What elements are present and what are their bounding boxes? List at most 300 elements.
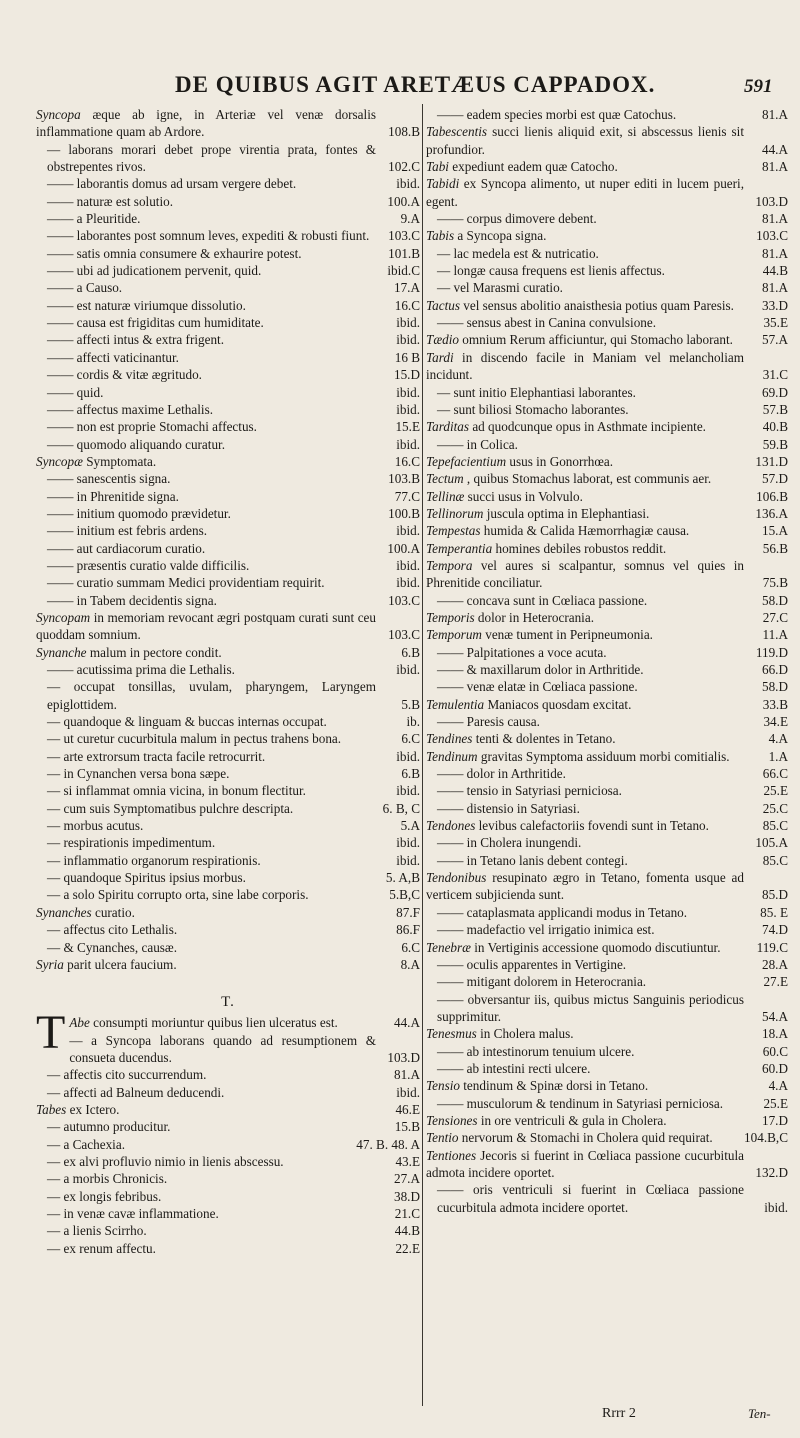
- entry-text: cordis & vitæ ægritudo.: [76, 367, 202, 383]
- entry-page-ref: 17.A: [393, 280, 420, 296]
- entry-page-ref: 103.C: [756, 228, 788, 244]
- entry-dash: ——: [437, 852, 464, 868]
- index-entry: [426, 505, 788, 522]
- index-entry: [36, 470, 420, 487]
- index-entry: [36, 592, 420, 609]
- index-entry: [36, 401, 420, 418]
- entry-text: obversantur iis, quibus mictus Sanguinis periodicus supprimitur.: [437, 991, 744, 1024]
- entry-text: ut curetur cucurbitula malum in pectus trahens bona.: [63, 731, 342, 747]
- index-entry: [36, 886, 420, 903]
- index-entry: [36, 1066, 420, 1083]
- section-letter: T.: [221, 994, 235, 1011]
- entry-text: gravitas Symptoma assiduum morbi comitialis.: [480, 748, 730, 764]
- index-entry: [36, 453, 420, 470]
- index-entry: [426, 939, 788, 956]
- index-entry: [36, 869, 420, 886]
- entry-text: succi lienis aliquid exit, si abscessus lienis sit profundior.: [426, 124, 745, 157]
- entry-text: ab intestini recti ulcere.: [466, 1060, 591, 1076]
- entry-page-ref: 27.C: [762, 609, 788, 625]
- entry-text: cum suis Symptomatibus pulchre descripta.: [63, 800, 294, 816]
- entry-dash: ——: [47, 384, 74, 400]
- index-entry: [426, 991, 788, 1026]
- entry-text: concava sunt in Cœliaca passione.: [466, 592, 648, 608]
- entry-page-ref: 103.B: [388, 471, 420, 487]
- entry-page-ref: 22.E: [395, 1240, 420, 1256]
- index-entry: [426, 609, 788, 626]
- entry-page-ref: ibid.: [396, 748, 420, 764]
- entry-page-ref: 136.A: [755, 505, 788, 521]
- entry-headword: Tenesmus: [426, 1026, 477, 1042]
- entry-text: si inflammat omnia vicina, in bonum flectitur.: [63, 783, 306, 799]
- index-entry: [426, 678, 788, 695]
- entry-page-ref: 103.D: [755, 193, 788, 209]
- entry-headword: Tarditas: [426, 419, 470, 435]
- entry-dash: ——: [47, 211, 74, 227]
- entry-text: curatio summam Medici providentiam requirit.: [76, 575, 325, 591]
- entry-dash: ——: [437, 662, 464, 677]
- index-entry: [36, 730, 420, 747]
- index-entry: [36, 262, 420, 279]
- entry-text: laborantis domus ad ursam vergere debet.: [76, 176, 297, 192]
- entry-text: præsentis curatio valde difficilis.: [76, 557, 250, 573]
- entry-text: a Syncopa laborans quando ad resumptionem & consueta ducendus.: [69, 1032, 377, 1065]
- entry-page-ref: 33.B: [762, 696, 788, 712]
- entry-text: sunt initio Elephantiasi laborantes.: [453, 384, 636, 400]
- entry-dash: —: [47, 1136, 61, 1152]
- index-entry: [36, 852, 420, 869]
- entry-text: in Cholera inungendi.: [466, 835, 582, 851]
- entry-dash: ——: [47, 662, 74, 677]
- entry-page-ref: 60.C: [762, 1043, 788, 1059]
- entry-page-ref: ibid.: [396, 835, 420, 851]
- entry-text: lac medela est & nutricatio.: [453, 245, 599, 261]
- page-header: [0, 70, 800, 110]
- entry-page-ref: 81.A: [761, 280, 788, 296]
- index-entry: [36, 557, 420, 574]
- entry-text: aut cardiacorum curatio.: [76, 540, 206, 556]
- entry-text: resupinato ægro in Tetano, fomenta usque ad verticem subjicienda sunt.: [426, 870, 744, 903]
- index-entry: [36, 817, 420, 834]
- entry-page-ref: 21.C: [394, 1205, 420, 1221]
- entry-page-ref: 56.B: [762, 540, 788, 556]
- entry-text: æque ab igne, in Arteriæ vel venæ dorsalis inflammatione quam ab Ardore.: [36, 107, 376, 140]
- entry-dash: ——: [437, 1095, 464, 1111]
- entry-headword: Tensio: [426, 1078, 460, 1094]
- entry-dash: —: [47, 766, 61, 782]
- entry-page-ref: 5. A,B: [385, 870, 420, 886]
- entry-page-ref: 44.B: [762, 263, 788, 279]
- entry-text: in Tabem decidentis signa.: [76, 592, 217, 608]
- entry-text: in venæ cavæ inflammatione.: [63, 1205, 219, 1221]
- index-entry: [36, 522, 420, 539]
- index-entry: [36, 245, 420, 262]
- index-entry: [36, 574, 420, 591]
- index-entry: [36, 644, 420, 661]
- entry-dash: ——: [47, 245, 74, 261]
- entry-page-ref: 81.A: [761, 107, 788, 122]
- entries-t: [36, 1006, 420, 1257]
- index-entry: [426, 713, 788, 730]
- entry-dash: —: [47, 1084, 61, 1100]
- entry-page-ref: 58.D: [761, 592, 788, 608]
- entry-page-ref: 57.D: [761, 471, 788, 487]
- index-entry: [36, 661, 420, 678]
- index-entry: [426, 262, 788, 279]
- entry-text: corpus dimovere debent.: [466, 211, 597, 227]
- entry-dash: ——: [47, 349, 74, 365]
- index-entry: [426, 1025, 788, 1042]
- index-entry: [36, 1222, 420, 1239]
- index-entry: [426, 800, 788, 817]
- catchword: Ten-: [748, 1406, 771, 1421]
- entry-headword: Temulentia: [426, 696, 485, 712]
- index-entry: [426, 175, 788, 210]
- index-entry: [36, 1101, 420, 1118]
- entry-page-ref: 6.C: [401, 939, 420, 955]
- entry-dash: ——: [47, 419, 74, 435]
- entry-text: madefactio vel irrigatio inimica est.: [466, 922, 655, 938]
- entry-page-ref: 44.B: [394, 1223, 420, 1239]
- entry-dash: —: [437, 263, 451, 279]
- index-entry: [36, 782, 420, 799]
- entry-page-ref: 15.D: [393, 367, 420, 383]
- index-entry: [36, 279, 420, 296]
- entry-page-ref: 35.E: [763, 315, 788, 331]
- entry-page-ref: 106.B: [756, 488, 788, 504]
- entry-page-ref: 108.B: [388, 124, 420, 140]
- entry-page-ref: 85. E: [760, 904, 788, 920]
- index-entry: [426, 453, 788, 470]
- entry-text: initium est febris ardens.: [76, 523, 208, 539]
- entry-page-ref: 4.A: [768, 1078, 788, 1094]
- index-entry: [36, 1188, 420, 1205]
- entry-page-ref: 81.A: [761, 245, 788, 261]
- entry-text: eadem species morbi est quæ Catochus.: [466, 107, 677, 122]
- entry-dash: ——: [437, 783, 464, 799]
- entry-page-ref: ib.: [406, 714, 420, 730]
- entry-text: & maxillarum dolor in Arthritide.: [466, 662, 644, 677]
- index-entry: [36, 1205, 420, 1222]
- entry-page-ref: 86.F: [396, 922, 420, 938]
- entry-headword: Tempestas: [426, 523, 481, 539]
- entry-dash: —: [47, 679, 61, 695]
- index-entry: [36, 418, 420, 435]
- entry-text: arte extrorsum tracta facile retrocurrit.: [63, 748, 266, 764]
- entry-page-ref: 103.D: [387, 1049, 420, 1065]
- entry-headword: Tædio: [426, 332, 459, 348]
- entry-headword: Tentio: [426, 1130, 459, 1146]
- entry-page-ref: 58.D: [761, 679, 788, 695]
- index-entry: [36, 1118, 420, 1135]
- index-entry: [426, 384, 788, 401]
- entry-text: & Cynanches, causæ.: [63, 939, 178, 955]
- index-entry: [426, 1112, 788, 1129]
- index-entry: [36, 1084, 420, 1101]
- entry-dash: ——: [437, 436, 464, 452]
- entry-page-ref: ibid.: [396, 176, 420, 192]
- entry-text: causa est frigiditas cum humiditate.: [76, 315, 264, 331]
- entry-headword: Tabes: [36, 1101, 67, 1117]
- entry-headword: Tabi: [426, 159, 449, 175]
- entry-page-ref: 16.C: [394, 297, 420, 313]
- entry-text: parit ulcera faucium.: [67, 956, 177, 972]
- entry-text: a lienis Scirrho.: [63, 1223, 147, 1239]
- entry-headword: Syncopa: [36, 107, 81, 122]
- entry-text: musculorum & tendinum in Satyriasi perniciosa.: [466, 1095, 724, 1111]
- entries-s: [36, 106, 420, 973]
- entry-text: in Cynanchen versa bona sæpe.: [63, 766, 230, 782]
- entry-text: morbus acutus.: [63, 818, 144, 834]
- index-entry: [426, 904, 788, 921]
- signature-mark: Rrrr 2: [602, 1406, 636, 1421]
- entry-page-ref: 16.C: [394, 453, 420, 469]
- entry-dash: ——: [437, 592, 464, 608]
- entry-page-ref: 5.B,C: [389, 887, 420, 903]
- entry-dash: —: [437, 401, 451, 417]
- index-entry: [426, 748, 788, 765]
- entry-page-ref: 8.A: [400, 956, 420, 972]
- entry-page-ref: 69.D: [761, 384, 788, 400]
- entry-dash: —: [47, 1171, 61, 1187]
- entry-dash: —: [47, 1188, 61, 1204]
- entry-text: tensio in Satyriasi perniciosa.: [466, 783, 622, 799]
- index-entry: [36, 210, 420, 227]
- entry-page-ref: 81.A: [761, 159, 788, 175]
- entry-page-ref: 46.E: [395, 1101, 420, 1117]
- entry-page-ref: 100.A: [387, 193, 420, 209]
- index-column-left: [36, 106, 420, 1257]
- index-entry: [36, 141, 420, 176]
- entry-headword: Tensiones: [426, 1112, 478, 1128]
- index-entry: [36, 1153, 420, 1170]
- entry-dash: ——: [437, 679, 464, 695]
- entry-text: Maniacos quosdam excitat.: [487, 696, 632, 712]
- entry-headword: Syncopam: [36, 609, 91, 625]
- entry-text: curatio.: [94, 904, 135, 920]
- entry-text: tenti & dolentes in Tetano.: [475, 731, 616, 747]
- entry-page-ref: 17.D: [761, 1112, 788, 1128]
- entry-text: Jecoris si fuerint in Cœliaca passione cucurbitula admota incidere oportet.: [426, 1147, 744, 1180]
- index-entry: [426, 436, 788, 453]
- entry-page-ref: 85.D: [761, 887, 788, 903]
- index-entry: [426, 123, 788, 158]
- entry-text: a Cachexia.: [63, 1136, 125, 1152]
- entry-page-ref: 74.D: [761, 922, 788, 938]
- entry-page-ref: 15.A: [761, 523, 788, 539]
- index-entry: [36, 349, 420, 366]
- index-entry: [426, 106, 788, 123]
- entry-dash: ——: [47, 315, 74, 331]
- entry-dash: ——: [47, 505, 74, 521]
- entry-page-ref: 25.E: [763, 1095, 788, 1111]
- entry-dash: ——: [47, 332, 74, 348]
- entry-dash: ——: [437, 1043, 464, 1059]
- entry-headword: Tentiones: [426, 1147, 477, 1163]
- entry-headword: Tactus: [426, 297, 460, 313]
- entry-text: homines debiles robustos reddit.: [495, 540, 667, 556]
- entry-dash: —: [47, 852, 61, 868]
- entry-headword: Synanches: [36, 904, 92, 920]
- entry-text: juscula optima in Elephantiasi.: [486, 505, 650, 521]
- entry-text: dolor in Heterocrania.: [477, 609, 594, 625]
- entry-page-ref: ibid.: [396, 401, 420, 417]
- section-gap: [36, 973, 420, 990]
- entry-text: naturæ est solutio.: [76, 193, 174, 209]
- entry-page-ref: 59.B: [762, 436, 788, 452]
- entry-headword: Tabidi: [426, 176, 460, 192]
- entry-page-ref: 103.C: [388, 592, 420, 608]
- entry-page-ref: ibid.: [396, 332, 420, 348]
- index-entry: [426, 834, 788, 851]
- entry-page-ref: ibid.: [396, 384, 420, 400]
- entry-dash: ——: [437, 991, 464, 1007]
- entry-page-ref: 38.D: [393, 1188, 420, 1204]
- entry-page-ref: 6.C: [401, 731, 420, 747]
- index-entry: [426, 782, 788, 799]
- index-entry: [426, 488, 788, 505]
- entry-text: Palpitationes a voce acuta.: [466, 644, 607, 660]
- entry-page-ref: 33.D: [761, 297, 788, 313]
- index-entry: [426, 765, 788, 782]
- entry-text: respirationis impedimentum.: [63, 835, 216, 851]
- entry-page-ref: 16 B: [394, 349, 420, 365]
- entry-headword: Temporis: [426, 609, 475, 625]
- entry-text: ex renum affectu.: [63, 1240, 156, 1256]
- entry-text: laborantes post somnum leves, expediti & robusti fiunt.: [76, 228, 370, 244]
- index-entry: [36, 904, 420, 921]
- entry-text: ubi ad judicationem pervenit, quid.: [76, 263, 262, 279]
- index-entry: [426, 1077, 788, 1094]
- entry-page-ref: 100.A: [387, 540, 420, 556]
- entry-text: a morbis Chronicis.: [63, 1171, 168, 1187]
- entry-text: in Vertiginis accessione quomodo discutiuntur.: [474, 939, 721, 955]
- entry-text: consumpti moriuntur quibus lien ulceratus est.: [93, 1015, 338, 1031]
- entry-dash: —: [47, 818, 61, 834]
- index-entry: [36, 540, 420, 557]
- index-entry: [426, 227, 788, 244]
- entry-dash: ——: [437, 956, 464, 972]
- entry-headword: Abe: [69, 1015, 90, 1031]
- entry-page-ref: 85.C: [762, 818, 788, 834]
- entry-headword: Tectum: [426, 471, 464, 487]
- entry-dash: —: [437, 384, 451, 400]
- entry-text: cataplasmata applicandi modus in Tetano.: [466, 904, 688, 920]
- entry-page-ref: ibid.: [396, 557, 420, 573]
- entry-text: venæ elatæ in Cœliaca passione.: [466, 679, 638, 695]
- entry-dash: ——: [437, 800, 464, 816]
- entry-page-ref: 15.E: [395, 419, 420, 435]
- entry-text: quandoque & linguam & buccas internas occupat.: [63, 714, 327, 730]
- entry-page-ref: ibid.: [396, 662, 420, 677]
- index-entry: [36, 505, 420, 522]
- index-entry: [426, 1095, 788, 1112]
- index-entry: [426, 331, 788, 348]
- entry-text: vel aures si scalpantur, somnus vel quies in Phrenitide conciliatur.: [426, 557, 744, 591]
- index-entry: [426, 418, 788, 435]
- index-entry: [426, 349, 788, 384]
- entry-text: malum in pectore condit.: [89, 644, 222, 660]
- entry-text: ex Ictero.: [69, 1101, 120, 1117]
- entry-page-ref: 100.B: [388, 505, 420, 521]
- entry-page-ref: 131.D: [755, 453, 788, 469]
- entry-dash: —: [47, 1119, 61, 1135]
- entry-page-ref: ibid.: [396, 783, 420, 799]
- entry-dash: —: [47, 800, 61, 816]
- entry-page-ref: 28.A: [761, 956, 788, 972]
- entry-dash: ——: [47, 523, 74, 539]
- entry-dash: ——: [437, 107, 464, 122]
- entry-dash: —: [47, 922, 61, 938]
- entry-page-ref: 57.A: [761, 332, 788, 348]
- entry-headword: Temporum: [426, 627, 482, 643]
- entry-dash: —: [47, 731, 61, 747]
- entry-dash: ——: [437, 315, 464, 331]
- entry-text: sanescentis signa.: [76, 471, 171, 487]
- index-entry: [426, 644, 788, 661]
- entry-text: initium quomodo prævidetur.: [76, 505, 231, 521]
- entry-page-ref: 103.C: [388, 627, 420, 643]
- entry-dash: ——: [47, 471, 74, 487]
- entry-text: occupat tonsillas, uvulam, pharyngem, Laryngem epiglottidem.: [47, 679, 376, 712]
- entry-page-ref: 87.F: [396, 904, 420, 920]
- entry-headword: Synanche: [36, 644, 87, 660]
- entry-text: acutissima prima die Lethalis.: [76, 662, 235, 677]
- entry-text: non est proprie Stomachi affectus.: [76, 419, 257, 435]
- index-entry: [426, 1043, 788, 1060]
- index-entry: [426, 973, 788, 990]
- entry-text: succi usus in Volvulo.: [467, 488, 583, 504]
- entry-text: in discendo facile in Maniam vel melancholiam incidunt.: [426, 349, 744, 383]
- entry-page-ref: 27.E: [763, 974, 788, 990]
- index-entry: [426, 297, 788, 314]
- entry-text: affecti vaticinantur.: [76, 349, 179, 365]
- entry-text: ad quodcunque opus in Asthmate incipiente.: [472, 419, 706, 435]
- drop-capital: T: [36, 1006, 66, 1060]
- index-entry: [36, 765, 420, 782]
- entry-page-ref: ibid.: [396, 436, 420, 452]
- entry-dash: ——: [47, 592, 74, 608]
- index-entry: [426, 921, 788, 938]
- entry-text: Symptomata.: [86, 453, 157, 469]
- entry-text: vel sensus abolitio anaisthesia potius quam Paresis.: [463, 297, 734, 313]
- entry-page-ref: 25.C: [762, 800, 788, 816]
- entry-dash: —: [47, 1223, 61, 1239]
- entry-text: in Colica.: [466, 436, 518, 452]
- entry-page-ref: 1.A: [768, 748, 788, 764]
- entry-dash: ——: [47, 228, 74, 244]
- entry-text: affecti intus & extra frigent.: [76, 332, 225, 348]
- index-entry: [426, 1060, 788, 1077]
- entry-text: quomodo aliquando curatur.: [76, 436, 225, 452]
- index-entry: [36, 384, 420, 401]
- entry-page-ref: 103.C: [388, 228, 420, 244]
- index-entry: [36, 956, 420, 973]
- index-entry: [426, 557, 788, 592]
- entry-dash: ——: [437, 922, 464, 938]
- entry-dash: —: [47, 1240, 61, 1256]
- index-entry: [36, 436, 420, 453]
- entry-text: tendinum & Spinæ dorsi in Tetano.: [463, 1078, 649, 1094]
- entry-text: affecti ad Balneum deducendi.: [63, 1084, 225, 1100]
- entry-dash: ——: [47, 297, 74, 313]
- entry-text: ex longis febribus.: [63, 1188, 162, 1204]
- entry-page-ref: 66.D: [761, 662, 788, 677]
- entry-text: sensus abest in Canina convulsione.: [466, 315, 657, 331]
- entry-text: dolor in Arthritide.: [466, 766, 566, 782]
- entry-text: , quibus Stomachus laborat, est communis aer.: [466, 471, 712, 487]
- entry-page-ref: 81.A: [393, 1067, 420, 1083]
- index-entry: [426, 626, 788, 643]
